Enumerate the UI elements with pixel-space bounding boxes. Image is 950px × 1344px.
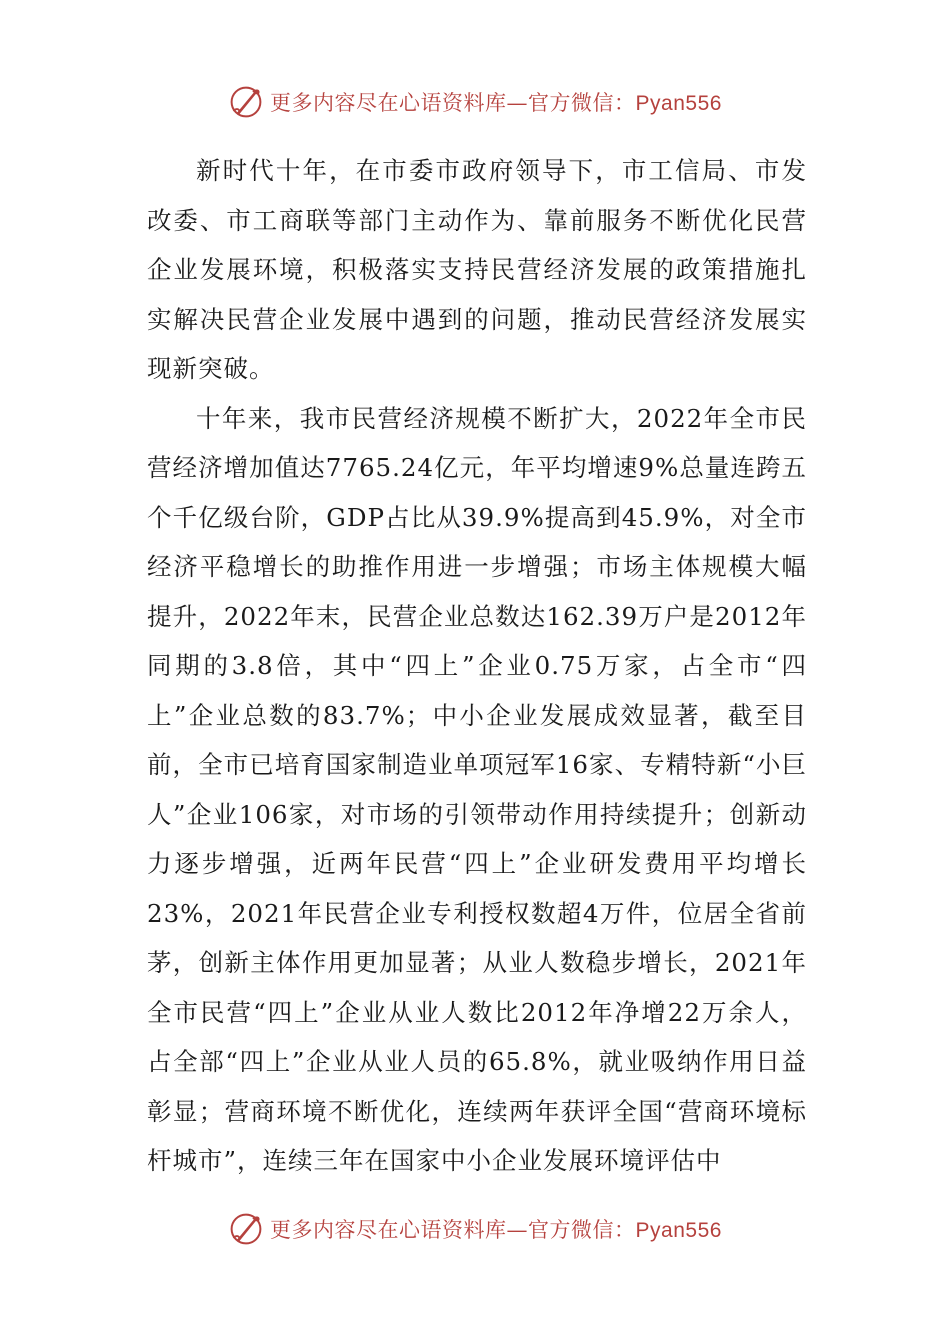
document-body [147, 146, 807, 1186]
footer-banner [0, 1209, 950, 1249]
wechat-handle: Pyan556 [635, 1219, 722, 1242]
paragraph: 十年来，我市民营经济规模不断扩大，2022年全市民营经济增加值达7765.24亿元，年平均增速9%总量连跨五个千亿级台阶，GDP占比从39.9%提高到45.9%，对全市经济平稳增长的助推作用进一步增强；市场主体规模大幅提升，2022年末，民营企业总数达162.39万户是2012年同期的3.8倍，其中“四上”企业0.75万家，占全市“四上”企业总数的83.7%；中小企业发展成效显著，截至目前，全市已培育国家制造业单项冠军16家、专精特新“小巨人”企业106家，对市场的引领带动作用持续提升；创新动力逐步增强，近两年民营“四上”企业研发费用平均增长23%，2021年民营企业专利授权数超4万件，位居全省前茅，创新主体作用更加显著；从业人数稳步增长，2021年全市民营“四上”企业从业人数比2012年净增22万余人，占全部“四上”企业从业人员的65.8%，就业吸纳作用日益彰显；营商环境不断优化，连续两年获评全国“营商环境标杆城市”，连续三年在国家中小企业发展环境评估中 [147, 403, 807, 1175]
paragraph: 新时代十年，在市委市政府领导下，市工信局、市发改委、市工商联等部门主动作为、靠前服务不断优化民营企业发展环境，积极落实支持民营经济发展的政策措施扎实解决民营企业发展中遇到的问题，推动民营经济发展实现新突破。 [147, 156, 807, 383]
banner-label: 更多内容尽在心语资料库—官方微信： [270, 91, 636, 115]
banner-text [270, 1214, 722, 1244]
wechat-handle: Pyan556 [635, 92, 722, 115]
quill-pen-logo-icon [228, 84, 264, 120]
quill-pen-logo-icon [228, 1211, 264, 1247]
banner-text [270, 87, 722, 117]
header-banner [0, 82, 950, 122]
banner-label: 更多内容尽在心语资料库—官方微信： [270, 1218, 636, 1242]
